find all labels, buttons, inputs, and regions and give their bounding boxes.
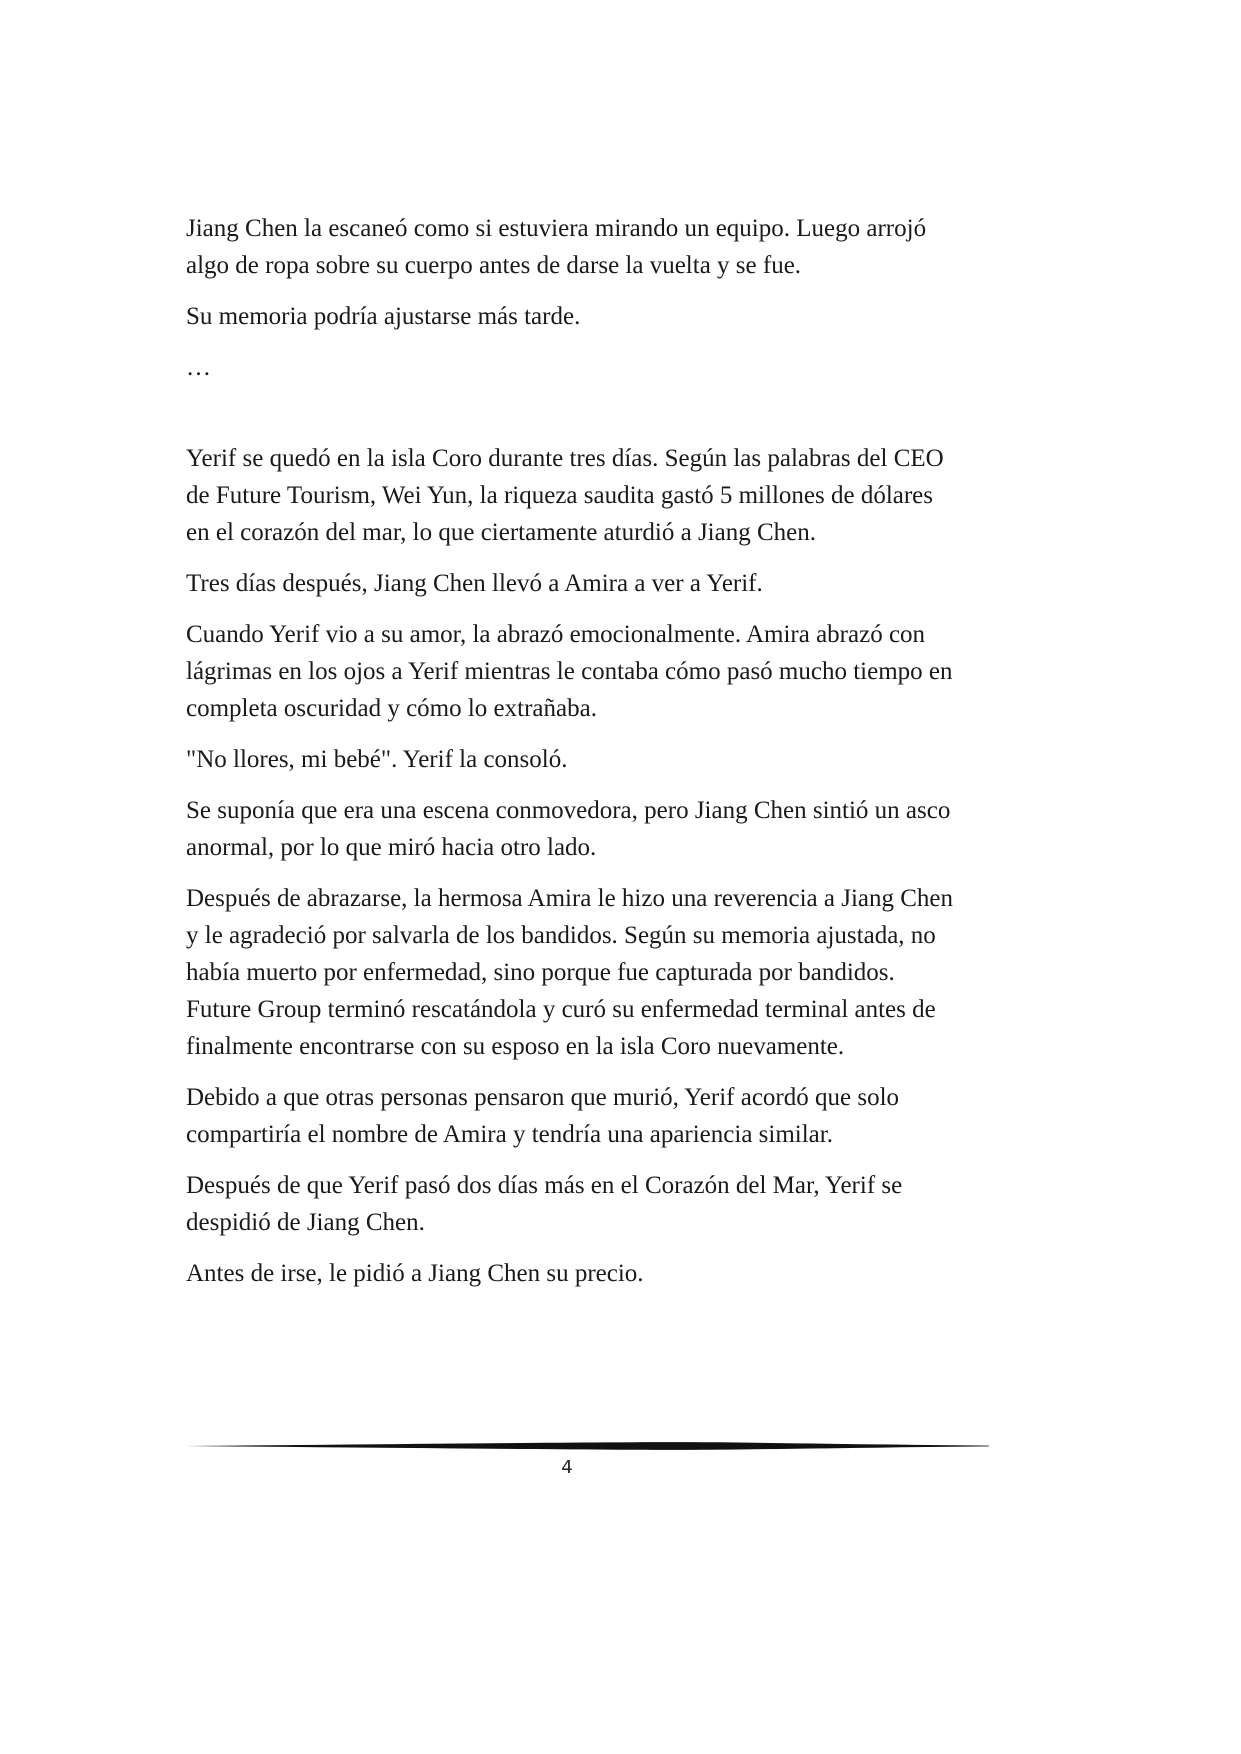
paragraph: "No llores, mi bebé". Yerif la consoló.: [186, 746, 568, 773]
paragraph: Después de que Yerif pasó dos días más en el Corazón del Mar, Yerif se despidió de Jiang Chen.: [186, 1172, 903, 1236]
paragraph: Cuando Yerif vio a su amor, la abrazó emocionalmente. Amira abrazó con lágrimas en los ojos a Yerif mientras le contaba cómo pasó mucho tiempo en completa oscuridad y cómo lo extrañaba.: [186, 621, 953, 722]
body-text: [186, 210, 956, 1306]
paragraph: Jiang Chen la escaneó como si estuviera mirando un equipo. Luego arrojó algo de ropa sobre su cuerpo antes de darse la vuelta y se fue.: [186, 215, 927, 279]
paragraph: Su memoria podría ajustarse más tarde.: [186, 303, 581, 330]
paragraph: Yerif se quedó en la isla Coro durante tres días. Según las palabras del CEO de Future Tourism, Wei Yun, la riqueza saudita gastó 5 millones de dólares en el corazón del mar, lo que ciertamente aturdió a Jiang Chen.: [186, 445, 944, 546]
paragraph: Tres días después, Jiang Chen llevó a Amira a ver a Yerif.: [186, 570, 763, 597]
page-number: 4: [561, 1457, 573, 1478]
footer-divider: [186, 1440, 989, 1452]
scene-break-ellipsis: …: [186, 354, 211, 381]
paragraph: Antes de irse, le pidió a Jiang Chen su precio.: [186, 1260, 644, 1287]
paragraph: Después de abrazarse, la hermosa Amira le hizo una reverencia a Jiang Chen y le agradeció por salvarla de los bandidos. Según su memoria ajustada, no había muerto por enfermedad, sino porque fue capturada por bandidos. Future Group terminó rescatándola y curó su enfermedad terminal antes de finalmente encontrarse con su esposo en la isla Coro nuevamente.: [186, 885, 954, 1060]
paragraph: Debido a que otras personas pensaron que murió, Yerif acordó que solo compartiría el nombre de Amira y tendría una apariencia similar.: [186, 1084, 900, 1148]
paragraph: Se suponía que era una escena conmovedora, pero Jiang Chen sintió un asco anormal, por lo que miró hacia otro lado.: [186, 797, 951, 861]
